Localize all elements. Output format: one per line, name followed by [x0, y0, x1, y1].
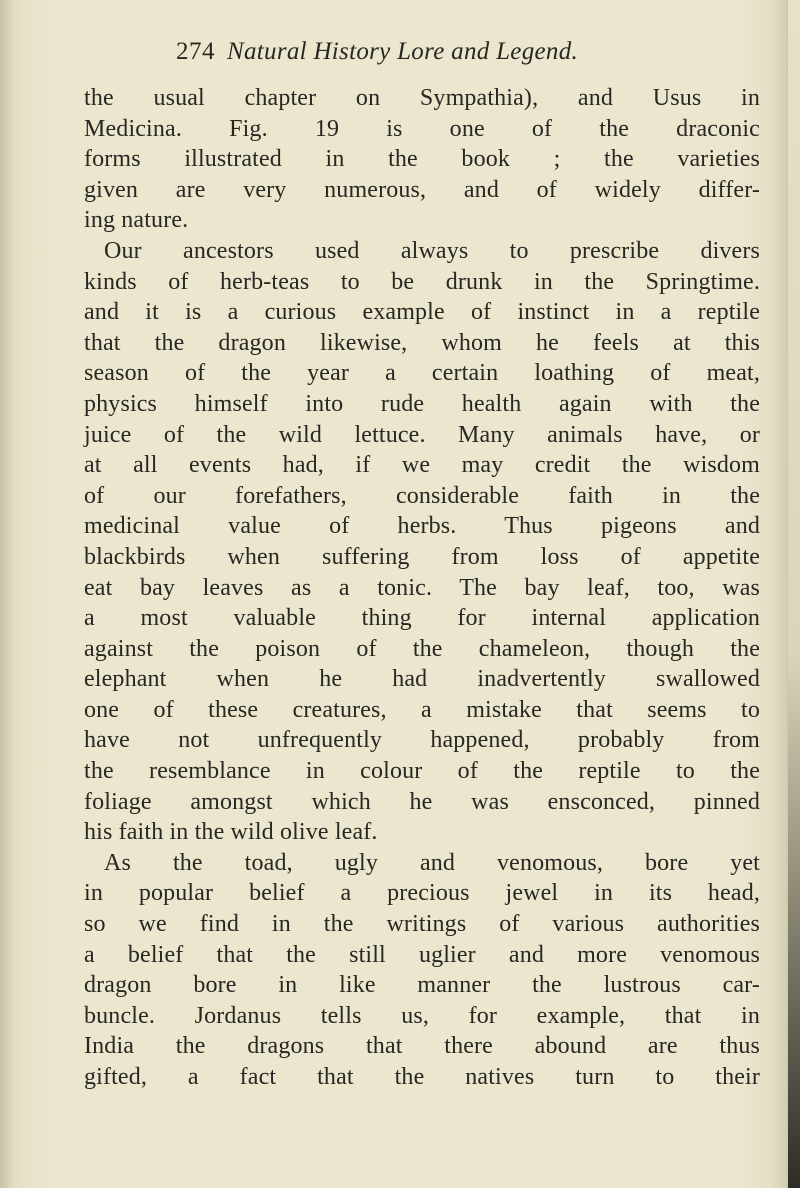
text-line: his faith in the wild olive leaf. — [84, 819, 378, 846]
text-line: season of the year a certain loathing of meat, — [84, 360, 760, 387]
gutter-shadow — [0, 0, 14, 1188]
text-line: the resemblance in colour of the reptile to the — [84, 758, 760, 785]
text-line: of our forefathers, considerable faith in the — [84, 482, 760, 509]
page-number: 274 — [176, 38, 215, 65]
text-line: physics himself into rude health again with the — [84, 390, 760, 417]
text-line: so we find in the writings of various authorities — [84, 911, 760, 938]
text-line: a belief that the still uglier and more venomous — [84, 941, 760, 968]
text-line: As the toad, ugly and venomous, bore yet — [104, 849, 760, 876]
text-line: medicinal value of herbs. Thus pigeons and — [84, 513, 760, 540]
text-line: elephant when he had inadvertently swallowed — [84, 666, 760, 693]
text-line: at all events had, if we may credit the wisdom — [84, 452, 760, 479]
text-line: have not unfrequently happened, probably from — [84, 727, 760, 754]
text-line: juice of the wild lettuce. Many animals have, or — [84, 421, 760, 448]
text-line: given are very numerous, and of widely differ- — [84, 176, 760, 203]
text-line: Our ancestors used always to prescribe divers — [104, 237, 760, 264]
text-line: foliage amongst which he was ensconced, pinned — [84, 788, 760, 815]
text-line: against the poison of the chameleon, though the — [84, 635, 760, 662]
text-line: dragon bore in like manner the lustrous car- — [84, 972, 760, 999]
text-line: a most valuable thing for internal application — [84, 605, 760, 632]
text-line: India the dragons that there abound are thus — [84, 1033, 760, 1060]
running-header — [176, 38, 736, 78]
page-edge — [788, 0, 800, 1188]
text-line: blackbirds when suffering from loss of appetite — [84, 543, 760, 570]
text-line: forms illustrated in the book ; the varieties — [84, 146, 760, 173]
text-line: that the dragon likewise, whom he feels at this — [84, 329, 760, 356]
text-line: buncle. Jordanus tells us, for example, that in — [84, 1002, 760, 1029]
running-title: Natural History Lore and Legend. — [227, 38, 579, 65]
text-line: the usual chapter on Sympathia), and Usus in — [84, 85, 760, 111]
text-line: in popular belief a precious jewel in its head, — [84, 880, 760, 907]
text-line: kinds of herb-teas to be drunk in the Springtime. — [84, 268, 760, 295]
text-line: eat bay leaves as a tonic. The bay leaf, too, was — [84, 574, 760, 601]
text-line: and it is a curious example of instinct in a reptile — [84, 299, 760, 326]
text-line: Medicina. Fig. 19 is one of the draconic — [84, 115, 760, 142]
body-text — [84, 83, 760, 1093]
text-line: one of these creatures, a mistake that seems to — [84, 696, 760, 723]
text-line: gifted, a fact that the natives turn to their — [84, 1064, 760, 1090]
text-line: ing nature. — [84, 207, 189, 234]
